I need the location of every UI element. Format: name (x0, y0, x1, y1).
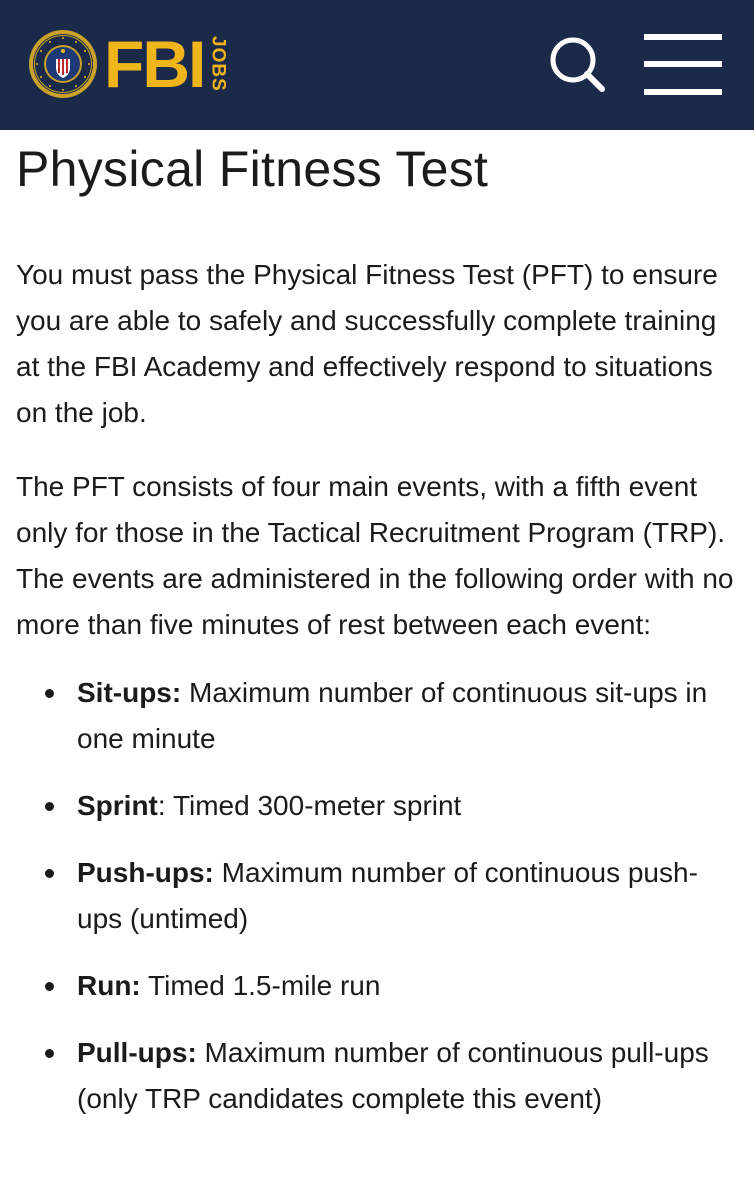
event-name: Sprint (77, 790, 158, 821)
event-description: Maximum number of continuous pull-ups (only TRP candidates complete this event) (77, 1037, 709, 1114)
event-description: Maximum number of continuous push-ups (untimed) (77, 857, 698, 934)
site-header (0, 0, 754, 130)
bullet-icon (45, 1049, 54, 1058)
events-paragraph: The PFT consists of four main events, with a fifth event only for those in the Tactical Recruitment Program (TRP). The events are administered in the following order with no more than five minutes of rest between each event: (16, 471, 734, 640)
list-item-pushups (16, 850, 736, 942)
event-name: Pull-ups: (77, 1037, 197, 1068)
bullet-icon (45, 982, 54, 991)
event-name: Run: (77, 970, 141, 1001)
list-item-sprint (16, 783, 736, 829)
event-description: Maximum number of continuous sit-ups in one minute (77, 677, 708, 754)
fbi-seal-icon (28, 29, 98, 99)
search-button[interactable] (546, 33, 608, 95)
event-description: Timed 1.5-mile run (140, 970, 381, 1001)
fbi-jobs-logo[interactable] (28, 28, 227, 100)
page-title: Physical Fitness Test (16, 141, 489, 197)
event-description: : Timed 300-meter sprint (157, 790, 462, 821)
bullet-icon (45, 869, 54, 878)
logo-wordmark: FBI (104, 27, 205, 101)
logo-jobs-label: JOBS (207, 36, 229, 92)
list-item-run (16, 963, 736, 1009)
events-list (16, 670, 736, 1122)
bullet-icon (45, 802, 54, 811)
list-item-situps (16, 670, 736, 762)
event-name: Push-ups: (77, 857, 214, 888)
event-name: Sit-ups: (77, 677, 182, 708)
bullet-icon (45, 689, 54, 698)
search-icon (546, 33, 608, 95)
intro-paragraph: You must pass the Physical Fitness Test (PFT) to ensure you are able to safely and successfully complete training at the FBI Academy and effectively respond to situations on the job. (16, 259, 718, 428)
list-item-pullups (16, 1030, 736, 1122)
menu-button[interactable] (644, 34, 722, 96)
main-content (16, 130, 736, 1143)
